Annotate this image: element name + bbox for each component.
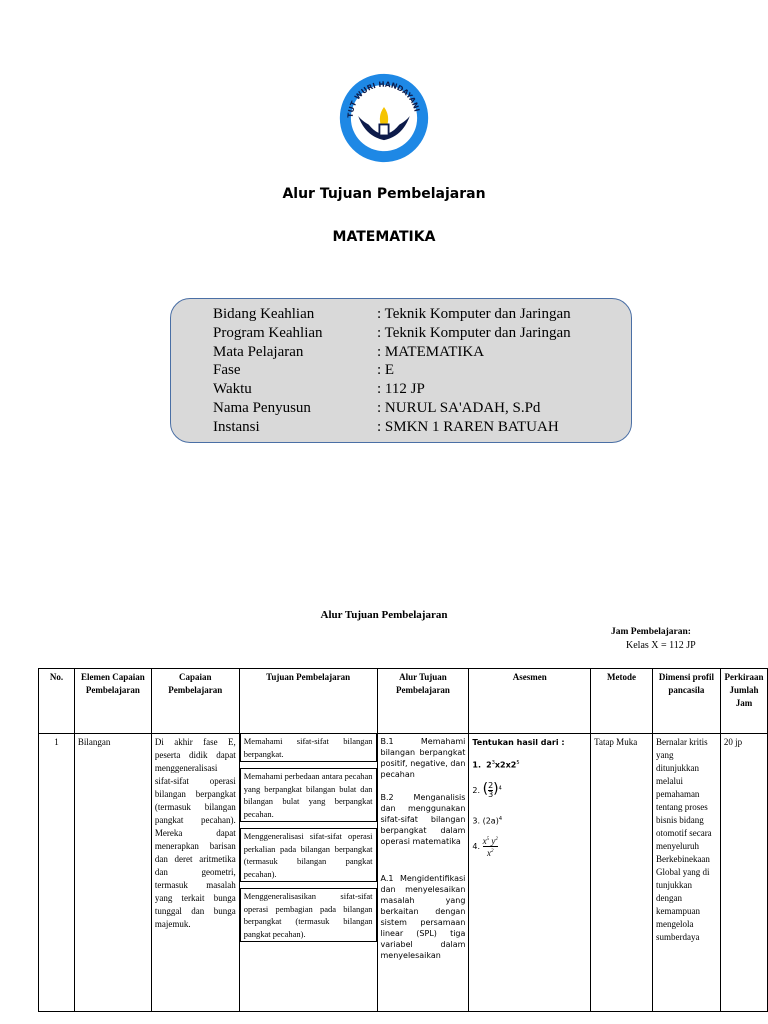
cell-alur — [377, 734, 469, 1012]
info-label: Instansi — [213, 419, 260, 435]
table-row — [39, 734, 768, 1012]
info-row — [213, 399, 540, 417]
cell-tujuan — [239, 734, 377, 1012]
info-value: : Teknik Komputer dan Jaringan — [377, 306, 571, 322]
tujuan-item: Menggeneralisasi sifat-sifat operasi perkalian pada bilangan berpangkat (termasuk bilangan pangkat pecahan). — [240, 828, 377, 882]
alur-item: A.1 Mengidentifikasi dan menyelesaikan masalah yang berkaitan dengan sistem persamaan linear (SPL) tiga variabel dalam menyelesaikan — [380, 874, 466, 960]
cell-metode: Tatap Muka — [591, 734, 653, 1012]
header-metode: Metode — [591, 669, 653, 734]
subject-title: MATEMATIKA — [332, 229, 436, 245]
jam-label: Jam Pembelajaran: — [611, 627, 691, 637]
question-1: 1. $2^3x2x2^5$ — [472, 760, 520, 770]
info-row — [213, 418, 559, 436]
cell-no: 1 — [39, 734, 75, 1012]
info-value: : SMKN 1 RAREN BATUAH — [377, 419, 559, 435]
info-row — [213, 343, 484, 361]
header-dimensi: Dimensi profil pancasila — [652, 669, 720, 734]
question-2: 2. ( $\frac{2}{3}$ )$^4$ — [472, 780, 502, 799]
asesmen-title: Tentukan hasil dari : — [472, 738, 565, 747]
info-label: Bidang Keahlian — [213, 306, 315, 322]
header-alur: Alur Tujuan Pembelajaran — [377, 669, 469, 734]
table-title: Alur Tujuan Pembelajaran — [320, 609, 448, 621]
header-elemen: Elemen Capaian Pembelajaran — [74, 669, 151, 734]
header-no: No. — [39, 669, 75, 734]
header-jam: Perkiraan Jumlah Jam — [720, 669, 767, 734]
info-row — [213, 380, 425, 398]
info-label: Fase — [213, 362, 241, 378]
alur-item: B.1 Memahami bilangan berpangkat positif, negative, dan pecahan — [380, 737, 466, 779]
alur-item: B.2 Menganalisis dan menggunakan sifat-sifat bilangan berpangkat dalam operasi matematika — [380, 793, 466, 846]
table-header-row — [39, 669, 768, 734]
header-capaian: Capaian Pembelajaran — [151, 669, 239, 734]
info-label: Mata Pelajaran — [213, 344, 304, 360]
cell-elemen: Bilangan — [74, 734, 151, 1012]
jam-value: Kelas X = 112 JP — [626, 640, 696, 651]
identity-box — [170, 298, 632, 443]
question-4: 4. $\frac{x^5 y^2}{x^2}$ — [472, 836, 498, 859]
question-3: 3. $(2a)^4$ — [472, 815, 503, 826]
tujuan-item: Menggeneralisasikan sifat-sifat operasi pembagian pada bilangan berpangkat (termasuk bilangan pangkat pecahan). — [240, 888, 377, 942]
info-label: Waktu — [213, 381, 252, 397]
header-asesmen: Asesmen — [469, 669, 591, 734]
info-label: Nama Penyusun — [213, 400, 311, 416]
info-row — [213, 324, 571, 342]
svg-text:TUT WURI HANDAYANI: TUT WURI HANDAYANI — [345, 79, 422, 119]
cell-asesmen — [469, 734, 591, 1012]
cell-capaian: Di akhir fase E, peserta didik dapat menggeneralisasi sifat-sifat operasi bilangan berpangkat (termasuk bilangan pangkat pecahan). Mereka dapat menerapkan barisan dan deret aritmetika dan geometri, termasuk masalah yang terkait bunga tunggal dan bunga majemuk. — [151, 734, 239, 1012]
info-value: : E — [377, 362, 395, 378]
info-row — [213, 305, 571, 323]
info-label: Program Keahlian — [213, 325, 323, 341]
document-title: Alur Tujuan Pembelajaran — [282, 186, 486, 202]
info-value: : 112 JP — [377, 381, 425, 397]
tut-wuri-handayani-logo — [338, 72, 430, 164]
info-value: : MATEMATIKA — [377, 344, 485, 360]
tujuan-item: Memahami perbedaan antara pecahan yang berpangkat bilangan bulat dan bilangan bulat yang berpangkat pecahan. — [240, 768, 377, 822]
info-row — [213, 361, 394, 379]
info-value: : Teknik Komputer dan Jaringan — [377, 325, 571, 341]
cell-dimensi: Bernalar kritis yang ditunjukkan melalui pemahaman tentang proses bisnis bidang otomotif secara menyeluruh Berkebinekaan Global yang di tunjukkan dengan kemampuan mengelola sumberdaya — [652, 734, 720, 1012]
cell-jam: 20 jp — [720, 734, 767, 1012]
atp-table — [38, 668, 768, 1012]
tujuan-item: Memahami sifat-sifat bilangan berpangkat. — [240, 734, 377, 762]
info-value: : NURUL SA'ADAH, S.Pd — [377, 400, 541, 416]
header-tujuan: Tujuan Pembelajaran — [239, 669, 377, 734]
